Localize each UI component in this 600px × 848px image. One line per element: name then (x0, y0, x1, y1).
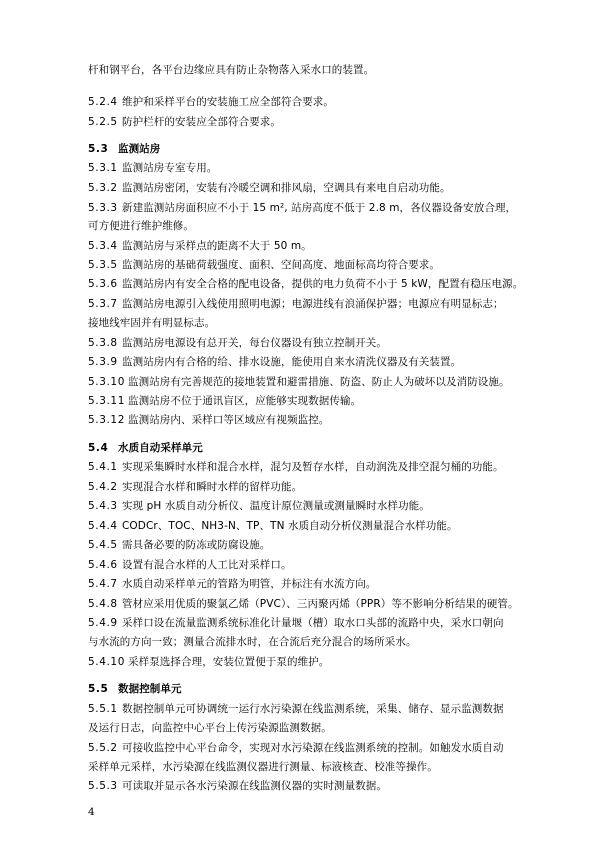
clause-5-4-4 (88, 519, 520, 533)
clause-text: 监测站房内有合格的给、排水设施，能使用自来水清洗仪器及有关装置。 (122, 356, 462, 368)
section-heading-5-3 (88, 142, 520, 156)
clause-text: 监测站房有完善规范的接地装置和避雷措施、防盗、防止人为破坏以及消防设施。 (128, 376, 510, 388)
clause-5-3-8 (88, 336, 520, 350)
clause-number: 5.3.12 (88, 414, 125, 426)
clause-number: 5.3.4 (88, 240, 118, 252)
clause-5-3-3 (88, 201, 520, 215)
clause-text: 需具备必要的防冻或防腐设施。 (122, 539, 271, 551)
clause-text: 监测站房不位于通讯盲区，应能够实现数据传输。 (128, 395, 362, 407)
clause-text: 防护栏杆的安装应全部符合要求。 (122, 116, 281, 128)
clause-5-5-3 (88, 779, 520, 793)
clause-5-2-4 (88, 95, 520, 109)
clause-5-3-9 (88, 355, 520, 369)
clause-number: 5.3.10 (88, 376, 125, 388)
clause-number: 5.3.5 (88, 259, 118, 271)
clause-5-3-1 (88, 161, 520, 175)
page-number: 4 (88, 806, 95, 818)
clause-continuation (88, 721, 520, 735)
section-title: 数据控制单元 (118, 683, 182, 695)
clause-number: 5.3.6 (88, 278, 118, 290)
clause-text: 可接收监控中心平台命令，实现对水污染源在线监测系统的控制。如触发水质自动 (122, 742, 504, 754)
clause-text: 及运行日志，向监控中心平台上传污染源监测数据。 (88, 722, 332, 734)
clause-text: 新建监测站房面积应不小于 15 m², 站房高度不低于 2.8 m，各仪器设备安放合理， (122, 202, 517, 214)
clause-text: 设置有混合水样的人工比对采样口。 (122, 559, 292, 571)
clause-5-3-6 (88, 277, 524, 291)
clause-5-4-8 (88, 597, 520, 611)
clause-number: 5.5.3 (88, 780, 118, 792)
clause-number: 5.4.1 (88, 461, 118, 473)
section-heading-5-5 (88, 682, 520, 696)
clause-number: 5.4.10 (88, 656, 125, 668)
clause-text: 监测站房的基础荷载强度、面积、空间高度、地面标高均符合要求。 (122, 259, 440, 271)
clause-text: 监测站房内有安全合格的配电设备，提供的电力负荷不小于 5 kW，配置有稳压电源。 (122, 278, 524, 290)
clause-text: 采样口设在流量监测系统标准化计量堰（槽）取水口头部的流路中央，采水口朝向 (122, 617, 504, 629)
clause-text: 实现 pH 水质自动分析仪、温度计原位测量或测量瞬时水样功能。 (122, 500, 430, 512)
clause-5-4-6 (88, 558, 520, 572)
clause-number: 5.4.4 (88, 520, 118, 532)
clause-5-3-11 (88, 394, 520, 408)
clause-text: 采样单元采样，水污染源在线监测仪器进行测量、标液核查、校准等操作。 (88, 761, 438, 773)
clause-number: 5.2.5 (88, 116, 118, 128)
clause-text: 实现采集瞬时水样和混合水样，混匀及暂存水样，自动润洗及排空混匀桶的功能。 (122, 461, 504, 473)
clause-text: 管材应采用优质的聚氯乙烯（PVC）、三丙聚丙烯（PPR）等不影响分析结果的硬管。 (122, 598, 519, 610)
clause-text: 监测站房与采样点的距离不大于 50 m。 (122, 240, 312, 252)
clause-number: 5.4.6 (88, 559, 118, 571)
clause-text: 与水流的方向一致；测量合流排水时，在合流后充分混合的场所采水。 (88, 636, 417, 648)
clause-text: 可读取并显示各水污染源在线监测仪器的实时测量数据。 (122, 780, 387, 792)
clause-5-3-12 (88, 413, 520, 427)
clause-5-4-2 (88, 480, 520, 494)
clause-text: 维护和采样平台的安装施工应全部符合要求。 (122, 96, 334, 108)
clause-number: 5.2.4 (88, 96, 118, 108)
clause-number: 5.3.8 (88, 337, 118, 349)
section-number: 5.3 (88, 143, 109, 155)
clause-number: 5.3.9 (88, 356, 118, 368)
clause-text: 可方便进行维护维修。 (88, 220, 194, 232)
clause-5-3-2 (88, 181, 520, 195)
clause-text: 监测站房内、采样口等区域应有视频监控。 (128, 414, 330, 426)
section-number: 5.4 (88, 442, 109, 454)
clause-number: 5.5.1 (88, 703, 118, 715)
clause-number: 5.3.11 (88, 395, 125, 407)
section-number: 5.5 (88, 683, 109, 695)
section-title: 监测站房 (118, 143, 161, 155)
clause-text: 监测站房密闭，安装有冷暖空调和排风扇，空调具有来电自启动功能。 (122, 182, 451, 194)
clause-number: 5.5.2 (88, 742, 118, 754)
clause-text: 监测站房专室专用。 (122, 162, 218, 174)
clause-5-5-2 (88, 741, 520, 755)
clause-text: 接地线牢固并有明显标志。 (88, 317, 216, 329)
clause-continuation (88, 219, 520, 233)
section-heading-5-4 (88, 441, 520, 455)
clause-5-3-7 (88, 297, 520, 311)
clause-5-3-4 (88, 239, 520, 253)
clause-5-4-5 (88, 538, 520, 552)
clause-5-4-3 (88, 499, 520, 513)
clause-5-3-10 (88, 375, 520, 389)
clause-text: 监测站房电源设有总开关，每台仪器设有独立控制开关。 (122, 337, 387, 349)
clause-number: 5.4.9 (88, 617, 118, 629)
clause-number: 5.4.3 (88, 500, 118, 512)
section-title: 水质自动采样单元 (118, 442, 203, 454)
clause-number: 5.4.5 (88, 539, 118, 551)
text-line (88, 63, 520, 77)
line-text: 杆和钢平台，各平台边缘应具有防止杂物落入采水口的装置。 (88, 64, 375, 76)
clause-number: 5.4.7 (88, 578, 118, 590)
clause-5-2-5 (88, 115, 520, 129)
clause-number: 5.4.2 (88, 481, 118, 493)
clause-continuation (88, 316, 520, 330)
clause-text: 采样泵选择合理，安装位置便于泵的维护。 (128, 656, 330, 668)
clause-text: 实现混合水样和瞬时水样的留样功能。 (122, 481, 303, 493)
clause-text: 监测站房电源引入线使用照明电源；电源进线有浪涌保护器；电源应有明显标志； (122, 298, 504, 310)
clause-5-4-1 (88, 460, 520, 474)
clause-text: CODCr、TOC、NH3-N、TP、TN 水质自动分析仪测量混合水样功能。 (122, 520, 458, 532)
clause-5-4-7 (88, 577, 520, 591)
clause-number: 5.3.3 (88, 202, 118, 214)
clause-number: 5.3.7 (88, 298, 118, 310)
clause-5-4-10 (88, 655, 520, 669)
clause-number: 5.3.2 (88, 182, 118, 194)
clause-number: 5.4.8 (88, 598, 118, 610)
clause-text: 水质自动采样单元的管路为明管，并标注有水流方向。 (122, 578, 377, 590)
clause-5-4-9 (88, 616, 520, 630)
clause-continuation (88, 760, 520, 774)
clause-number: 5.3.1 (88, 162, 118, 174)
clause-continuation (88, 635, 520, 649)
clause-5-3-5 (88, 258, 520, 272)
clause-5-5-1 (88, 702, 520, 716)
clause-text: 数据控制单元可协调统一运行水污染源在线监测系统，采集、储存、显示监测数据 (122, 703, 504, 715)
